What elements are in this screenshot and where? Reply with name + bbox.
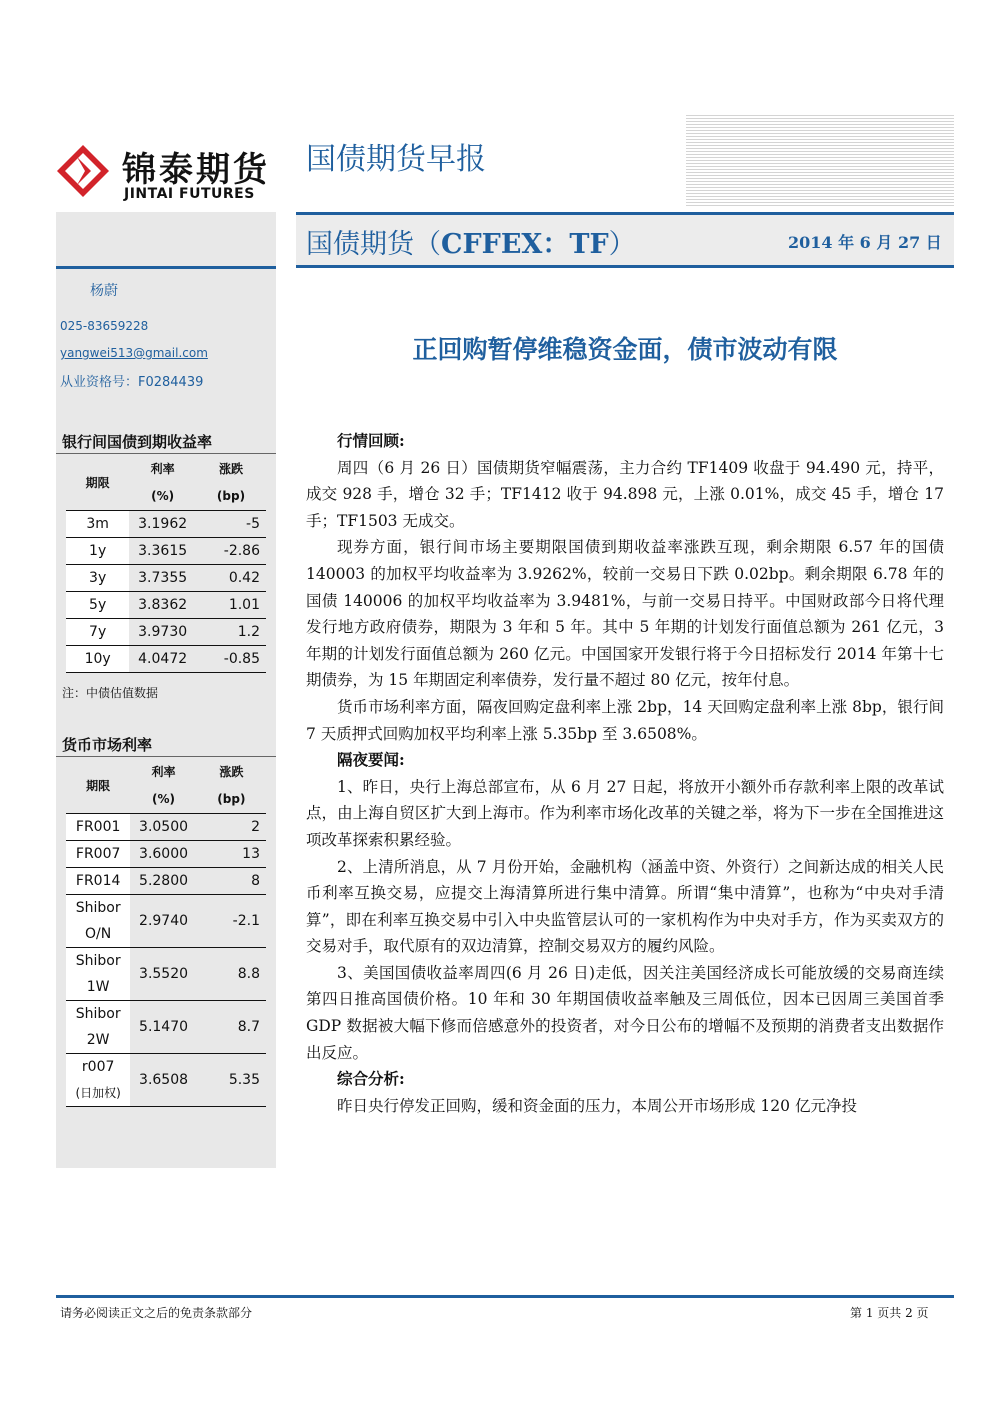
headline: 正回购暂停维稳资金面，债市波动有限 bbox=[412, 335, 838, 364]
col-rate-unit: (%) bbox=[152, 792, 176, 806]
report-title: 国债期货早报 bbox=[306, 142, 486, 177]
cell-term: 3y bbox=[66, 565, 129, 592]
term-line1: Shibor bbox=[75, 1006, 121, 1022]
col-rate: 利率 bbox=[151, 765, 176, 779]
term-line2: 1W bbox=[86, 979, 110, 995]
cell-rate: 2.9740 bbox=[130, 895, 196, 948]
cell-rate: 3.7355 bbox=[129, 565, 196, 592]
bond-yield-title: 银行间国债到期收益率 bbox=[62, 433, 213, 451]
cell-rate: 5.2800 bbox=[130, 868, 196, 895]
category-suffix: ） bbox=[608, 229, 636, 260]
decorative-stripes bbox=[686, 115, 954, 207]
category-prefix: 国债期货（ bbox=[306, 229, 441, 260]
table-row bbox=[66, 814, 266, 841]
bond-yield-note: 注：中债估值数据 bbox=[62, 686, 159, 700]
body-paragraph: 货币市场利率方面，隔夜回购定盘利率上涨 2bp，14 天回购定盘利率上涨 8bp，银行间 7 天质押式回购加权平均利率上涨 5.35bp 至 3.6508%。 bbox=[306, 697, 944, 743]
term-line2: O/N bbox=[85, 926, 112, 942]
page-number: 第 1 页共 2 页 bbox=[850, 1306, 929, 1320]
body-paragraph: 昨日央行停发正回购，缓和资金面的压力，本周公开市场形成 120 亿元净投 bbox=[337, 1096, 857, 1115]
body-paragraph: 1、昨日，央行上海总部宣布，从 6 月 27 日起，将放开小额外币存款利率上限的改革试点，由上海自贸区扩大到上海市。作为利率市场化改革的关键之举，将为下一步在全国推进这项改革探索积累经验。 bbox=[306, 777, 944, 849]
cell-rate: 3.0500 bbox=[130, 814, 196, 841]
cell-change: 2 bbox=[197, 814, 266, 841]
table-row bbox=[66, 1001, 266, 1054]
table-row bbox=[66, 511, 266, 538]
cell-change: 0.42 bbox=[196, 565, 266, 592]
footer-disclaimer: 请务必阅读正文之后的免责条款部分 bbox=[60, 1306, 253, 1320]
cell-change: 1.2 bbox=[196, 619, 266, 646]
bond-yield-table bbox=[66, 456, 266, 673]
table-row bbox=[66, 619, 266, 646]
section-subheading: 隔夜要闻: bbox=[337, 750, 405, 770]
term-line1: r007 bbox=[81, 1059, 115, 1075]
cell-change: 1.01 bbox=[196, 592, 266, 619]
section-subheading: 综合分析: bbox=[337, 1069, 405, 1089]
col-rate-unit: (%) bbox=[151, 489, 175, 503]
col-change-unit: (bp) bbox=[216, 489, 246, 503]
body-paragraph: 现券方面，银行间市场主要期限国债到期收益率涨跌互现，剩余期限 6.57 年的国债 140003 的加权平均收益率为 3.9262%，较前一交易日下跌 0.02bp。剩余期限 6.78 年的国债 140006 的加权平均收益率为 3.9481%，与前一交易日持平。中国财政部今日将代理发行地方政府债券，期限为 3 年和 5 年。其中 5 年期的计划发行面值总额为 261 亿元，3 年期的计划发行面值总额为 260 亿元。中国国家开发银行将于今日招标发行 2014 年第十七期债券，为 15 年期固定利率债券，发行量不超过 80 亿元，按年付息。 bbox=[306, 538, 944, 690]
cell-term: FR007 bbox=[66, 841, 130, 868]
cell-rate: 3.6000 bbox=[130, 841, 196, 868]
report-category bbox=[306, 222, 636, 261]
footer-rule bbox=[56, 1295, 954, 1298]
table-row bbox=[66, 592, 266, 619]
section-subheading: 行情回顾: bbox=[337, 431, 405, 450]
cell-term bbox=[66, 948, 130, 1001]
term-line2: 2W bbox=[86, 1032, 110, 1048]
body-paragraph: 周四（6 月 26 日）国债期货窄幅震荡，主力合约 TF1409 收盘于 94.490 元，持平，成交 928 手，增仓 32 手；TF1412 收于 94.898 元，上涨 0.01%，成交 45 手，增仓 17 手；TF1503 无成交。 bbox=[306, 458, 944, 530]
cell-rate: 3.6508 bbox=[130, 1054, 196, 1107]
cell-change: -2.86 bbox=[196, 538, 266, 565]
report-date: 2014 年 6 月 27 日 bbox=[788, 233, 942, 252]
author-email-link[interactable]: yangwei513@gmail.com bbox=[60, 346, 208, 360]
col-rate: 利率 bbox=[150, 462, 175, 476]
table-row bbox=[66, 895, 266, 948]
cell-rate: 3.3615 bbox=[129, 538, 196, 565]
cell-change: 8 bbox=[197, 868, 266, 895]
term-line2: (日加权) bbox=[75, 1086, 121, 1100]
cell-term bbox=[66, 1001, 130, 1054]
cell-rate: 4.0472 bbox=[129, 646, 196, 673]
cell-rate: 3.5520 bbox=[130, 948, 196, 1001]
cell-term: 5y bbox=[66, 592, 129, 619]
cell-term: FR001 bbox=[66, 814, 130, 841]
sidebar-divider bbox=[56, 266, 276, 269]
cell-change: 5.35 bbox=[197, 1054, 266, 1107]
bond-yield-title-rule bbox=[56, 453, 276, 454]
cell-term bbox=[66, 1054, 130, 1107]
table-row bbox=[66, 948, 266, 1001]
table-row bbox=[66, 565, 266, 592]
cell-change: -2.1 bbox=[197, 895, 266, 948]
cell-rate: 3.1962 bbox=[129, 511, 196, 538]
table-row bbox=[66, 646, 266, 673]
cell-term: FR014 bbox=[66, 868, 130, 895]
author-name: 杨蔚 bbox=[90, 283, 118, 299]
term-line1: Shibor bbox=[75, 953, 121, 969]
cell-change: 13 bbox=[197, 841, 266, 868]
article-body bbox=[306, 428, 944, 1119]
header-rule-bottom bbox=[296, 265, 954, 268]
body-paragraph: 3、美国国债收益率周四(6 月 26 日)走低，因关注美国经济成长可能放缓的交易商连续第四日推高国债价格。10 年和 30 年期国债收益率触及三周低位，因本已因周三美国首季 GDP 数据被大幅下修而倍感意外的投资者，对今日公布的增幅不及预期的消费者支出数据作出反应。 bbox=[306, 963, 944, 1062]
col-change: 涨跌 bbox=[219, 765, 244, 779]
table-row bbox=[66, 841, 266, 868]
cell-rate: 3.9730 bbox=[129, 619, 196, 646]
cell-change: -5 bbox=[196, 511, 266, 538]
table-row bbox=[66, 1054, 266, 1107]
table-row bbox=[66, 868, 266, 895]
money-market-title-rule bbox=[56, 756, 276, 757]
money-market-table bbox=[66, 759, 266, 1107]
col-term: 期限 bbox=[86, 778, 111, 793]
company-name-cn: 锦泰期货 bbox=[122, 150, 270, 190]
col-change: 涨跌 bbox=[218, 462, 243, 476]
cell-rate: 3.8362 bbox=[129, 592, 196, 619]
cell-term: 7y bbox=[66, 619, 129, 646]
company-name-en: JINTAI FUTURES bbox=[124, 186, 255, 202]
cell-change: 8.8 bbox=[197, 948, 266, 1001]
body-paragraph: 2、上清所消息，从 7 月份开始，金融机构（涵盖中资、外资行）之间新达成的相关人民币利率互换交易，应提交上海清算所进行集中清算。所谓“集中清算”，也称为“中央对手清算”，即在利率互换交易中引入中央监管层认可的一家机构作为中央对手方，作为买卖双方的交易对手，取代原有的双边清算，控制交易双方的履约风险。 bbox=[306, 857, 944, 956]
cell-change: 8.7 bbox=[197, 1001, 266, 1054]
cell-term: 10y bbox=[66, 646, 129, 673]
cell-term: 3m bbox=[66, 511, 129, 538]
col-change-unit: (bp) bbox=[217, 792, 246, 806]
company-logo-icon bbox=[55, 143, 111, 199]
col-term: 期限 bbox=[85, 475, 110, 490]
author-phone: 025-83659228 bbox=[60, 319, 149, 333]
cell-rate: 5.1470 bbox=[130, 1001, 196, 1054]
money-market-title: 货币市场利率 bbox=[62, 736, 153, 754]
term-line1: Shibor bbox=[75, 900, 121, 916]
category-code: CFFEX：TF bbox=[441, 229, 609, 260]
author-license: 从业资格号：F0284439 bbox=[60, 375, 204, 390]
cell-change: -0.85 bbox=[196, 646, 266, 673]
table-row bbox=[66, 538, 266, 565]
cell-term: 1y bbox=[66, 538, 129, 565]
cell-term bbox=[66, 895, 130, 948]
